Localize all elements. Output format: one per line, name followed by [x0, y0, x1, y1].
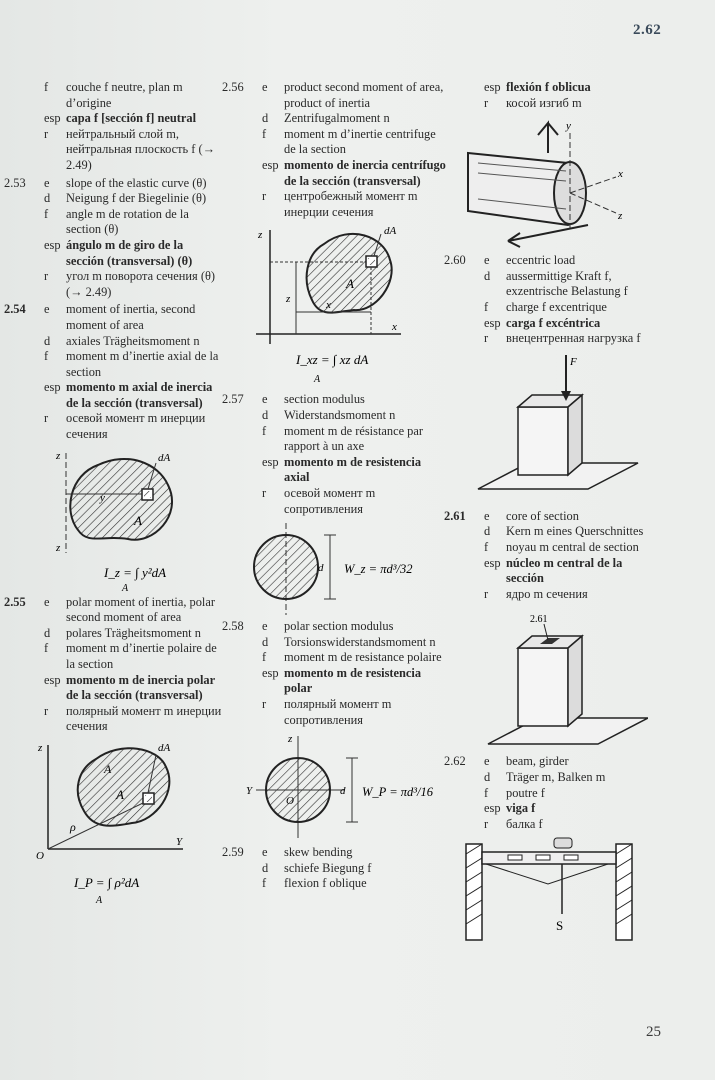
language-code: f [44, 641, 49, 656]
entry-line [222, 80, 446, 111]
term-text: ángulo m de giro de la sección (transversal) (θ) [66, 237, 193, 268]
language-code: e [484, 508, 490, 523]
term-text: charge f excentrique [506, 299, 607, 314]
language-code: f [484, 539, 489, 554]
term-text: Torsionswiderstandsmoment n [284, 634, 436, 649]
term-text: косой изгиб m [506, 95, 582, 110]
entry-line [8, 411, 224, 442]
language-code: r [484, 586, 489, 601]
figure-2-55 [8, 737, 224, 912]
language-code: d [44, 191, 51, 206]
column-side [568, 395, 582, 475]
term-text: moment m d’inertie axial de la section [66, 349, 219, 379]
axis-z-label: z [618, 210, 623, 223]
entry-line [444, 754, 648, 770]
figure-2-57 [226, 519, 446, 619]
term-text: capa f [sección f] neutral [66, 111, 197, 126]
language-code: d [484, 524, 491, 539]
term-text: polar section modulus [284, 619, 394, 634]
axis-y-label: y [566, 120, 571, 133]
term-text: núcleo m central de la sección [506, 555, 623, 586]
label-F: F [570, 355, 577, 368]
dictionary-entry [4, 302, 224, 442]
label-dA: dA [158, 742, 171, 754]
figure-2-58 [226, 730, 446, 845]
term-text: flexion f oblique [284, 876, 367, 891]
entry-line [226, 861, 446, 877]
language-code: r [262, 697, 267, 712]
entry-line [8, 80, 224, 111]
label-A-top: A [104, 762, 112, 776]
language-code: e [44, 175, 50, 190]
label-d: d [340, 785, 346, 798]
language-code: e [262, 845, 268, 860]
term-text: Widerstandsmoment n [284, 407, 396, 422]
figure-2-60 [448, 349, 648, 509]
entry-line [448, 817, 648, 833]
dictionary-entry [222, 392, 446, 517]
entry-number: 2.55 [4, 594, 26, 609]
term-text: beam, girder [506, 754, 569, 769]
entry-line [8, 207, 224, 238]
term-text: momento m de resistencia polar [284, 665, 422, 696]
entry-line [226, 127, 446, 158]
entry-line [448, 556, 648, 587]
language-code: r [484, 95, 489, 110]
formula: W_P = πd³/16 [362, 785, 433, 800]
term-text: angle m de rotation de la section (θ) [66, 206, 189, 237]
term-text: Zentrifugalmoment n [284, 111, 390, 126]
formula-subscript: A [122, 582, 129, 594]
entry-line [8, 380, 224, 411]
wall-left [466, 844, 482, 940]
language-code: esp [44, 380, 61, 395]
term-text: нейтральный слой m, нейтральная плоскость f (→ 2.49) [66, 126, 216, 172]
entry-line [8, 269, 224, 300]
entry-line [444, 508, 648, 525]
language-code: e [44, 594, 50, 609]
formula-subscript: A [314, 374, 321, 386]
language-code: e [262, 619, 268, 634]
dictionary-entry [8, 80, 224, 174]
term-text: moment of inertia, second moment of area [66, 302, 196, 332]
language-code: e [484, 253, 490, 268]
dictionary-entry [4, 594, 224, 735]
language-code: f [262, 423, 267, 438]
axis-z-label: z [38, 742, 43, 754]
hook-label: S [556, 918, 564, 934]
language-code: r [262, 485, 267, 500]
page-number: 25 [646, 1024, 661, 1040]
language-code: esp [44, 672, 61, 687]
entry-line [448, 96, 648, 112]
language-code: r [262, 189, 267, 204]
column-front [518, 407, 568, 475]
entry-line [8, 127, 224, 174]
term-text: momento m de inercia polar de la sección (transversal) [66, 672, 215, 703]
entry-line [8, 238, 224, 269]
entry-line [222, 619, 446, 635]
term-text: axiales Trägheitsmoment n [66, 333, 200, 348]
term-text: осевой момент m сопротивления [284, 485, 376, 516]
entry-number: 2.60 [444, 253, 466, 268]
term-text: polar moment of inertia, polar second moment of area [66, 594, 215, 625]
language-code: esp [262, 454, 279, 469]
label-O: O [286, 795, 294, 808]
entry-number: 2.59 [222, 845, 244, 860]
circular-section [254, 535, 318, 599]
term-text: section modulus [284, 392, 365, 407]
axis-y-label: Y [176, 836, 183, 848]
entry-line [448, 269, 648, 300]
label-z: z [286, 293, 291, 306]
language-code: d [262, 634, 269, 649]
trolley [554, 838, 572, 848]
area-shape [307, 234, 392, 313]
language-code: r [484, 816, 489, 831]
language-code: d [44, 625, 51, 640]
language-code: d [484, 769, 491, 784]
axis-z-label: z [56, 449, 61, 462]
label-dA: dA [158, 451, 171, 464]
entry-line [4, 594, 224, 626]
figure-2-59 [448, 113, 648, 253]
formula: W_z = πd³/32 [344, 562, 413, 577]
label-A: A [134, 512, 142, 528]
formula: I_P = ∫ ρ²dA [74, 875, 140, 890]
bending-arrow [538, 123, 558, 153]
term-text: viga f [506, 801, 536, 816]
term-text: flexión f oblicua [506, 80, 591, 94]
term-text: schiefe Biegung f [284, 860, 372, 875]
entry-line [448, 316, 648, 332]
entry-number: 2.54 [4, 302, 26, 317]
axis-x-label: x [392, 321, 397, 334]
entry-line [8, 626, 224, 642]
language-code: d [262, 860, 269, 875]
entry-number: 2.56 [222, 80, 244, 94]
entry-number: 2.53 [4, 175, 26, 190]
language-code: r [44, 703, 49, 718]
column-right [444, 80, 648, 944]
entry-line [448, 300, 648, 316]
language-code: r [44, 126, 49, 141]
language-code: r [44, 411, 49, 426]
language-code: e [262, 392, 268, 407]
figure-2-56 [226, 222, 446, 392]
axis-z-label-bottom: z [56, 541, 61, 554]
term-text: carga f excéntrica [506, 315, 601, 330]
entry-line [448, 770, 648, 786]
term-text: ядро m сечения [506, 586, 588, 601]
term-text: eccentric load [506, 253, 576, 268]
language-code: d [44, 333, 51, 348]
entry-line [8, 673, 224, 704]
dictionary-entry [448, 80, 648, 111]
label-O: O [36, 850, 44, 862]
language-code: f [44, 349, 49, 364]
term-text: slope of the elastic curve (θ) [66, 175, 207, 190]
entry-line [448, 587, 648, 603]
language-code: e [262, 80, 268, 94]
entry-line [226, 697, 446, 728]
language-code: e [484, 754, 490, 769]
term-text: skew bending [284, 845, 353, 860]
term-text: product second moment of area, product of inertia [284, 80, 444, 110]
axis-x-label: x [618, 168, 623, 181]
area-shape [70, 459, 172, 540]
term-text: couche f neutre, plan m d’origine [66, 80, 183, 110]
term-text: aussermittige Kraft f, exzentrische Belastung f [506, 268, 628, 299]
entry-number: 2.62 [444, 754, 466, 769]
language-code: f [44, 80, 49, 94]
entry-line [4, 302, 224, 333]
term-text: moment m d’inertie centrifuge de la section [284, 126, 436, 157]
entry-line [448, 801, 648, 817]
column-front [518, 648, 568, 726]
language-code: f [262, 876, 267, 891]
term-text: moment m de résistance par rapport à un axe [284, 423, 424, 454]
term-text: балка f [506, 816, 543, 831]
label-dA: dA [384, 225, 397, 238]
bending-arrow-2 [508, 225, 588, 247]
language-code: r [484, 331, 489, 346]
entry-line [226, 189, 446, 220]
axis-y-label: Y [246, 785, 253, 798]
term-text: внецентренная нагрузка f [506, 331, 641, 346]
entry-line [448, 331, 648, 347]
entry-line [8, 349, 224, 380]
entry-line [8, 641, 224, 672]
dictionary-entry [222, 619, 446, 728]
column-left [4, 80, 224, 912]
term-text: moment m de resistance polaire [284, 650, 442, 665]
entry-line [448, 80, 648, 96]
entry-number: 2.61 [444, 508, 466, 523]
formula-subscript: A [96, 895, 103, 906]
language-code: esp [484, 80, 501, 94]
language-code: f [262, 126, 267, 141]
entry-line [226, 455, 446, 486]
term-text: momento de inercia centrífugo de la sección (transversal) [284, 157, 446, 188]
label-A: A [116, 787, 124, 802]
language-code: f [484, 299, 489, 314]
formula: I_xz = ∫ xz dA [296, 352, 369, 368]
dictionary-entry [444, 754, 648, 832]
term-text: полярный момент m сопротивления [284, 697, 392, 727]
language-code: esp [484, 801, 501, 816]
entry-number: 2.57 [222, 392, 244, 407]
entry-line [448, 524, 648, 540]
label-x: x [326, 299, 331, 312]
label-A: A [346, 276, 354, 292]
column-side [568, 636, 582, 726]
figure-2-62 [448, 834, 648, 944]
entry-line [226, 486, 446, 517]
entry-line [226, 876, 446, 892]
entry-line [226, 158, 446, 189]
language-code: esp [44, 111, 61, 126]
dictionary-entry [222, 80, 446, 220]
entry-line [226, 424, 446, 455]
dictionary-entry [4, 175, 224, 301]
entry-number: 2.58 [222, 619, 244, 634]
term-text: momento m axial de inercia de la sección (transversal) [66, 380, 213, 410]
entry-line [226, 111, 446, 127]
figure-2-61 [448, 604, 648, 754]
language-code: f [262, 650, 267, 665]
language-code: esp [484, 555, 501, 570]
dictionary-entry [444, 508, 648, 603]
term-text: polares Trägheitsmoment n [66, 625, 201, 640]
language-code: esp [262, 157, 279, 172]
entry-line [226, 650, 446, 666]
term-text: core of section [506, 508, 579, 523]
language-code: d [484, 268, 491, 283]
language-code: e [44, 302, 50, 317]
language-code: f [484, 785, 489, 800]
language-code: esp [44, 237, 61, 252]
label-d: d [318, 562, 324, 575]
entry-line [226, 408, 446, 424]
entry-line [448, 540, 648, 556]
term-text: noyau m central de section [506, 539, 639, 554]
language-code: d [262, 111, 269, 126]
entry-line [444, 253, 648, 269]
language-code: f [44, 206, 49, 221]
term-text: moment m d’inertie polaire de la section [66, 641, 217, 672]
entry-line [8, 704, 224, 735]
entry-line [226, 666, 446, 697]
entry-line [8, 191, 224, 207]
term-text: центробежный момент m инерции сечения [284, 189, 418, 219]
wall-right [616, 844, 632, 940]
dictionary-entry [444, 253, 648, 347]
dictionary-entry [222, 845, 446, 892]
entry-line [222, 845, 446, 861]
language-code: r [44, 269, 49, 284]
language-code: d [262, 407, 269, 422]
term-text: poutre f [506, 785, 545, 800]
term-text: momento m de resistencia axial [284, 454, 422, 485]
entry-line [222, 392, 446, 408]
column-middle [222, 80, 446, 894]
section-number: 2.62 [633, 22, 662, 38]
entry-line [8, 334, 224, 350]
term-text: угол m поворота сечения (θ) (→ 2.49) [66, 269, 216, 299]
term-text: Neigung f der Biegelinie (θ) [66, 191, 207, 206]
term-text: Träger m, Balken m [506, 769, 606, 784]
language-code: esp [484, 315, 501, 330]
term-text: осевой момент m инерции сечения [66, 411, 206, 442]
figure-2-54 [8, 445, 224, 595]
label-2-61: 2.61 [530, 614, 548, 626]
circular-section [266, 758, 330, 822]
entry-line [448, 786, 648, 802]
axis-z-label: z [288, 733, 293, 746]
entry-line [226, 635, 446, 651]
entry-line [4, 175, 224, 192]
formula: I_z = ∫ y²dA [104, 564, 167, 580]
term-text: Kern m eines Querschnittes [506, 524, 644, 539]
axis-z-label: z [258, 229, 263, 242]
label-y: y [100, 491, 105, 504]
language-code: esp [262, 665, 279, 680]
label-rho: ρ [70, 820, 76, 834]
entry-line [8, 111, 224, 127]
term-text: полярный момент m инерции сечения [66, 703, 222, 734]
